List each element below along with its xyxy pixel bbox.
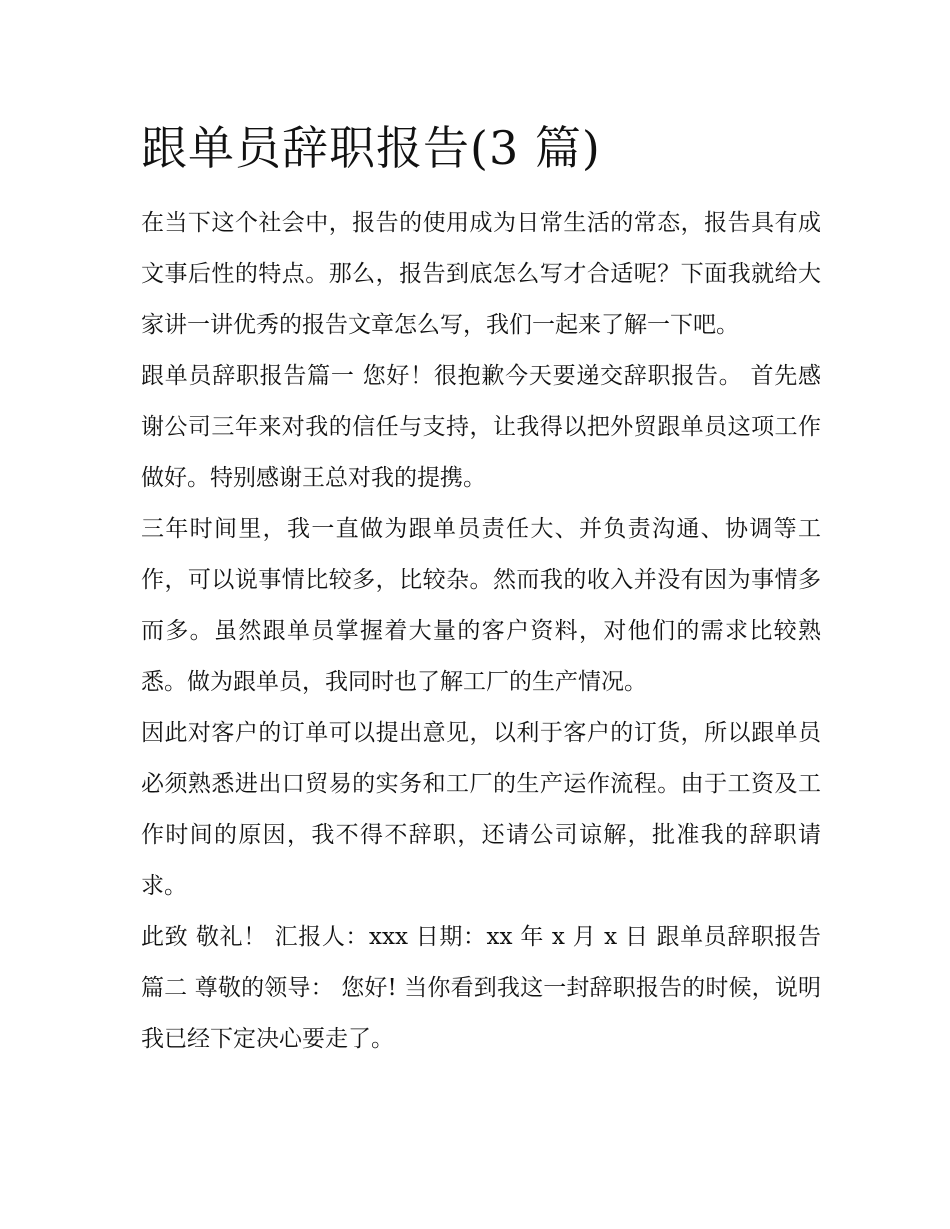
paragraph-resignation-reason: 因此对客户的订单可以提出意见，以利于客户的订货，所以跟单员必须熟悉进出口贸易的实务和工厂的生产运作流程。由于工资及工作时间的原因，我不得不辞职，还请公司谅解，批准我的辞职请求。 bbox=[141, 720, 821, 899]
paragraph-intro: 在当下这个社会中，报告的使用成为日常生活的常态，报告具有成文事后性的特点。那么，报告到底怎么写才合适呢？下面我就给大家讲一讲优秀的报告文章怎么写，我们一起来了解一下吧。 bbox=[141, 210, 821, 338]
paragraph-work-description: 三年时间里，我一直做为跟单员责任大、并负责沟通、协调等工作，可以说事情比较多，比较杂。然而我的收入并没有因为事情多而多。虽然跟单员掌握着大量的客户资料，对他们的需求比较熟悉。做为跟单员，我同时也了解工厂的生产情况。 bbox=[141, 516, 821, 695]
paragraph-closing-and-report-two: 此致 敬礼！ 汇报人：xxx 日期：xx 年 x 月 x 日 跟单员辞职报告篇二 尊敬的领导： 您好! 当你看到我这一封辞职报告的时候，说明我已经下定决心要走了。 bbox=[141, 924, 821, 1052]
paragraph-report-one-opening: 跟单员辞职报告篇一 您好！很抱歉今天要递交辞职报告。 首先感谢公司三年来对我的信任与支持，让我得以把外贸跟单员这项工作做好。特别感谢王总对我的提携。 bbox=[141, 363, 821, 491]
document-title: 跟单员辞职报告(3 篇) bbox=[141, 121, 601, 175]
document-body bbox=[141, 112, 821, 1065]
